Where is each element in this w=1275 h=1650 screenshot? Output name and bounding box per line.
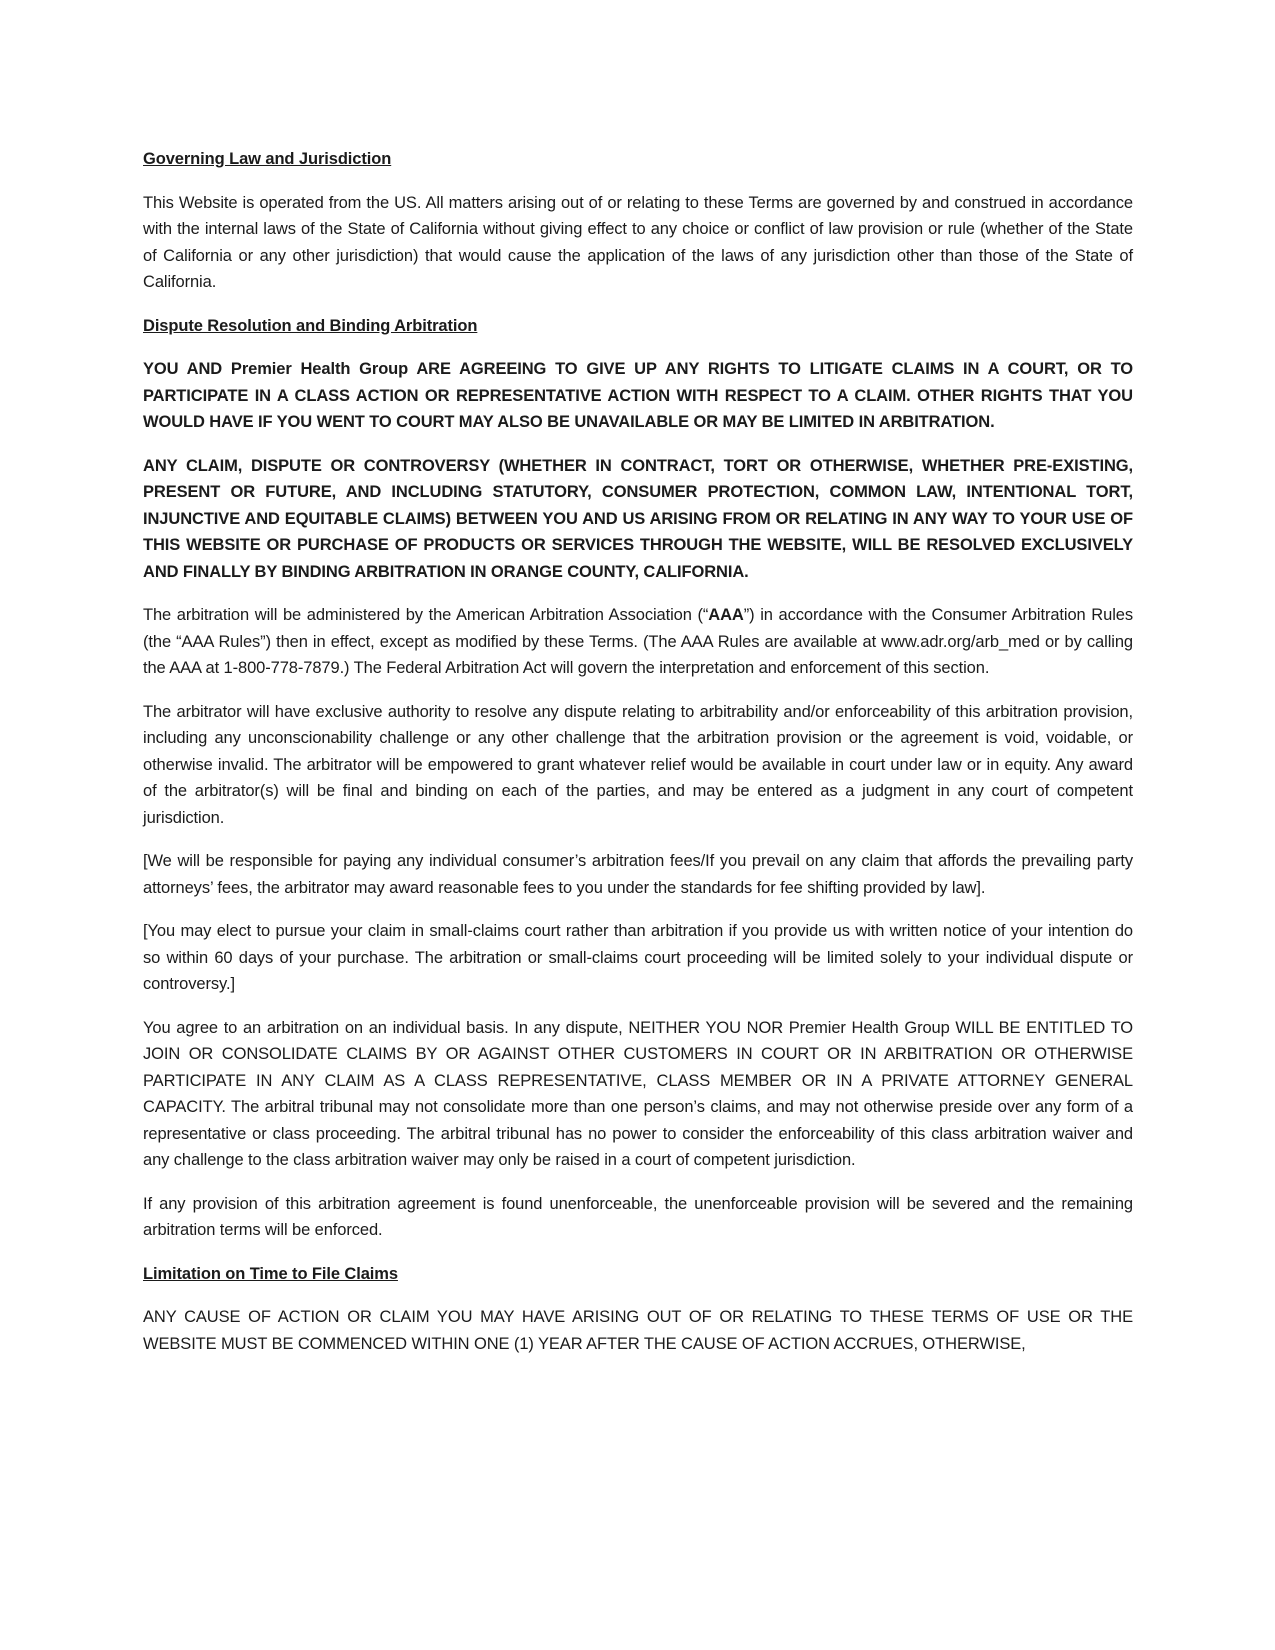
- paragraph: If any provision of this arbitration agreement is found unenforceable, the unenforceable provision will be severed and the remaining arbitration terms will be enforced.: [143, 1194, 1133, 1239]
- paragraph: The arbitrator will have exclusive authority to resolve any dispute relating to arbitrability and/or enforceability of this arbitration provision, including any unconscionability challenge or any other challenge that the arbitration provision or the agreement is void, voidable, or otherwise invalid. The arbitrator will be empowered to grant whatever relief would be available in court under law or in equity. Any award of the arbitrator(s) will be final and binding on each of the parties, and may be entered as a judgment in any court of competent jurisdiction.: [143, 702, 1133, 827]
- paragraph: [We will be responsible for paying any individual consumer’s arbitration fees/If you prevail on any claim that affords the prevailing party attorneys’ fees, the arbitrator may award reasonable fees to you under the standards for fee shifting provided by law].: [143, 852, 1133, 897]
- heading-limitation-time: Limitation on Time to File Claims: [143, 1264, 398, 1283]
- paragraph: This Website is operated from the US. All matters arising out of or relating to these Terms are governed by and construed in accordance with the internal laws of the State of California without giving effect to any choice or conflict of law provision or rule (whether of the State of California or any other jurisdiction) that would cause the application of the laws of any jurisdiction other than those of the State of California.: [143, 193, 1133, 291]
- document-body: [143, 146, 1133, 1374]
- bold-text: AAA: [708, 606, 744, 624]
- paragraph: You agree to an arbitration on an individual basis. In any dispute, NEITHER YOU NOR Premier Health Group WILL BE ENTITLED TO JOIN OR CONSOLIDATE CLAIMS BY OR AGAINST OTHER CUSTOMERS IN COURT OR IN ARBITRATION OR OTHERWISE PARTICIPATE IN ANY CLAIM AS A CLASS REPRESENTATIVE, CLASS MEMBER OR IN A PRIVATE ATTORNEY GENERAL CAPACITY. The arbitral tribunal may not consolidate more than one person’s claims, and may not otherwise preside over any form of a representative or class proceeding. The arbitral tribunal has no power to consider the enforceability of this class arbitration waiver and any challenge to the class arbitration waiver may only be raised in a court of competent jurisdiction.: [143, 1018, 1133, 1169]
- heading-dispute-resolution: Dispute Resolution and Binding Arbitration: [143, 316, 478, 335]
- paragraph: YOU AND Premier Health Group ARE AGREEING TO GIVE UP ANY RIGHTS TO LITIGATE CLAIMS IN A COURT, OR TO PARTICIPATE IN A CLASS ACTION OR REPRESENTATIVE ACTION WITH RESPECT TO A CLAIM. OTHER RIGHTS THAT YOU WOULD HAVE IF YOU WENT TO COURT MAY ALSO BE UNAVAILABLE OR MAY BE LIMITED IN ARBITRATION.: [143, 360, 1133, 431]
- paragraph: The arbitration will be administered by the American Arbitration Association (“AAA”) in accordance with the Consumer Arbitration Rules (the “AAA Rules”) then in effect, except as modified by these Terms. (The AAA Rules are available at www.adr.org/arb_med or by calling the AAA at 1-800-778-7879.) The Federal Arbitration Act will govern the interpretation and enforcement of this section.: [143, 606, 1133, 677]
- paragraph: ANY CAUSE OF ACTION OR CLAIM YOU MAY HAVE ARISING OUT OF OR RELATING TO THESE TERMS OF USE OR THE WEBSITE MUST BE COMMENCED WITHIN ONE (1) YEAR AFTER THE CAUSE OF ACTION ACCRUES, OTHERWISE,: [143, 1308, 1133, 1353]
- paragraph: ANY CLAIM, DISPUTE OR CONTROVERSY (WHETHER IN CONTRACT, TORT OR OTHERWISE, WHETHER PRE-EXISTING, PRESENT OR FUTURE, AND INCLUDING STATUTORY, CONSUMER PROTECTION, COMMON LAW, INTENTIONAL TORT, INJUNCTIVE AND EQUITABLE CLAIMS) BETWEEN YOU AND US ARISING FROM OR RELATING IN ANY WAY TO YOUR USE OF THIS WEBSITE OR PURCHASE OF PRODUCTS OR SERVICES THROUGH THE WEBSITE, WILL BE RESOLVED EXCLUSIVELY AND FINALLY BY BINDING ARBITRATION IN ORANGE COUNTY, CALIFORNIA.: [143, 456, 1133, 581]
- heading-governing-law: Governing Law and Jurisdiction: [143, 150, 392, 168]
- paragraph: [You may elect to pursue your claim in small-claims court rather than arbitration if you provide us with written notice of your intention do so within 60 days of your purchase. The arbitration or small-claims court proceeding will be limited solely to your individual dispute or controversy.]: [143, 922, 1133, 993]
